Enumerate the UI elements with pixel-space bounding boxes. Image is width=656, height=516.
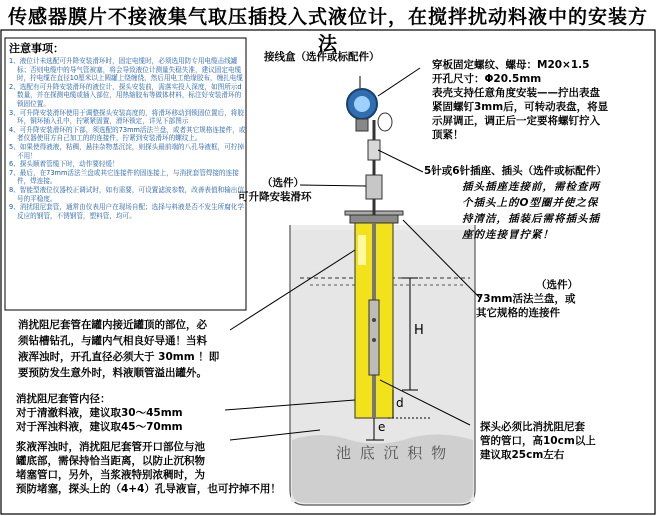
label-bottom-2: 罐底部，需保持恰当距离，以防止沉积物 <box>16 455 205 467</box>
label-thread-1: 穿板固定螺纹、螺母：M20×1.5 <box>432 59 590 71</box>
note-item: 8、智能型液位仪器校正调试时，如有需要，可设置滤波参数，改善表值和输出信号的平稳度。 <box>9 185 244 203</box>
label-socket: 5针或6针插座、插头（选件或标配件） <box>424 165 607 177</box>
pipe-highlight <box>358 235 366 265</box>
label-flange-1: （选件） <box>536 279 578 291</box>
label-socket-note-4: 座的连接冒拧紧！ <box>462 229 554 241</box>
label-thread-5: 示屏调正，调正后一定要将螺钉拧入 <box>432 115 600 127</box>
leader-socket <box>378 150 423 172</box>
junction-neck <box>356 119 368 131</box>
cable-loop <box>378 113 392 131</box>
probe-body <box>369 300 379 375</box>
note-item: 7、最后，在73mm活法兰盘或其它连接件的固连接上，与消扰套管焊接的连接件，焊连接。 <box>9 168 239 186</box>
label-thread-6: 顶紧！ <box>432 129 464 141</box>
note-item: 5、如果使得液液，粘稠，悬挂杂物基沉淀，则探头最前端的八孔导液框，可拧掉不用！ <box>9 142 244 160</box>
label-thread-4: 紧固螺钉3mm后，可转动表盘，将显 <box>432 101 609 113</box>
label-hole-1: 消扰阻尼套管在罐内接近罐顶的部位，必 <box>18 319 207 331</box>
label-dim-d: d <box>396 396 404 410</box>
probe-hole <box>372 318 376 322</box>
notes-heading: 注意事项： <box>9 42 64 55</box>
label-socket-note-3: 持清洁，插装后需将插头插 <box>462 213 600 225</box>
label-diam-2: 对于清澈料液，建议取30～45mm <box>16 407 183 419</box>
label-bottom-4: 预防堵塞，探头上的（4+4）孔导液盲，也可拧掉不用！ <box>16 483 281 495</box>
label-diam-3: 对于浑浊料液，建议取45～70mm <box>16 421 183 433</box>
note-item: 6、探头顺着管缆下时，动作要轻缓！ <box>9 160 119 169</box>
leader-thread <box>378 68 420 96</box>
label-slide-ring-2: 可升降安装滑环 <box>238 191 312 203</box>
label-junction-box: 接线盒（选件或标配件） <box>264 51 380 63</box>
label-hole-2: 须钻槽钻孔，与罐内气相良好导通！当料 <box>18 335 207 347</box>
page-title: 传感器膜片不接液集气取压插投入式液位计，在搅拌扰动料液中的安装方法 <box>7 6 648 55</box>
note-item: 2、选配有可升降安装滑环的液位计，探头安装前，需落实投入深度，如图所示d数量，并在探测电缆或插入部位，用热缩胶布等做体材料，标注好安装滑环的锁固位置。 <box>9 82 242 108</box>
note-item: 4、可升降安装滑环的下部，须选配的73mm活法兰盘，或者其它规格连接件，或者仪器使用方自己加工的的连接件，拧紧到安装滑环的螺纹上。 <box>9 125 246 143</box>
label-flange-3: 其它规格的连接件 <box>476 307 560 319</box>
label-socket-note-2: 个插头上的O型圈并使之保 <box>462 197 599 209</box>
label-socket-note-1: 插头插座连接前，需检查两 <box>462 181 600 193</box>
note-item: 9、消扰阻尼套管，通常由仪表用户在现场自配；选择与料液是否不发生所腐化学反应的钢管，不锈钢管，塑料管，均可。 <box>9 203 244 220</box>
notes-border <box>5 38 246 310</box>
label-thread-3: 表壳支持任意角度安装——拧出表盘 <box>432 87 600 99</box>
label-bottom-1: 浆液浑浊时，消扰阻尼套管开口部位与池 <box>16 441 205 453</box>
label-sediment: 池 底 沉 积 物 <box>336 444 449 462</box>
leader-slide <box>300 185 366 186</box>
label-dim-e: e <box>378 420 386 434</box>
label-probe-3: 建议取25cm左右 <box>480 449 565 461</box>
label-hole-3: 液浑浊时，开孔直径必须大于 30mm ！即 <box>18 351 220 363</box>
label-flange-2: 73mm活法兰盘，或 <box>476 293 576 305</box>
label-diam-1: 消扰阻尼套管内径： <box>16 393 111 405</box>
label-thread-2: 开孔尺寸：Φ20.5mm <box>432 73 542 85</box>
flange-plate <box>350 215 398 223</box>
label-slide-ring-1: （选件） <box>262 177 304 189</box>
label-hole-4: 要预防发生意外时，料液顺管溢出罐外。 <box>18 367 207 379</box>
label-probe-1: 探头必须比消扰阻尼套 <box>480 421 585 433</box>
display-window <box>354 96 370 112</box>
label-dim-H: H <box>414 323 424 338</box>
label-bottom-3: 堵塞管口，另外，当浆液特别浓稠时，为 <box>16 469 205 481</box>
note-item: 1、液位计未选配可升降安装滑环时，固定电缆时，必须选用防专用电缆击线罐标；否则电缆中的导气管被塞，将会导致液位计测量失稳失准，建议固定电缆时，拧电缆在直径10厘米以上圆罐上绕缠绕，然后用电工绝缘胶布，缠扎电缆 <box>9 57 243 83</box>
slide-ring <box>366 175 382 199</box>
probe-hole <box>372 338 376 342</box>
label-probe-2: 管的管口，高10cm以上 <box>480 435 596 447</box>
note-item: 3、可升降安装滑环使用于调整探头安装高度的，将滑环移动到锁固位置后，将胶环，铜环插入孔中，拧紧紧固置，滑环锁定，详见下部图示 <box>9 108 244 126</box>
